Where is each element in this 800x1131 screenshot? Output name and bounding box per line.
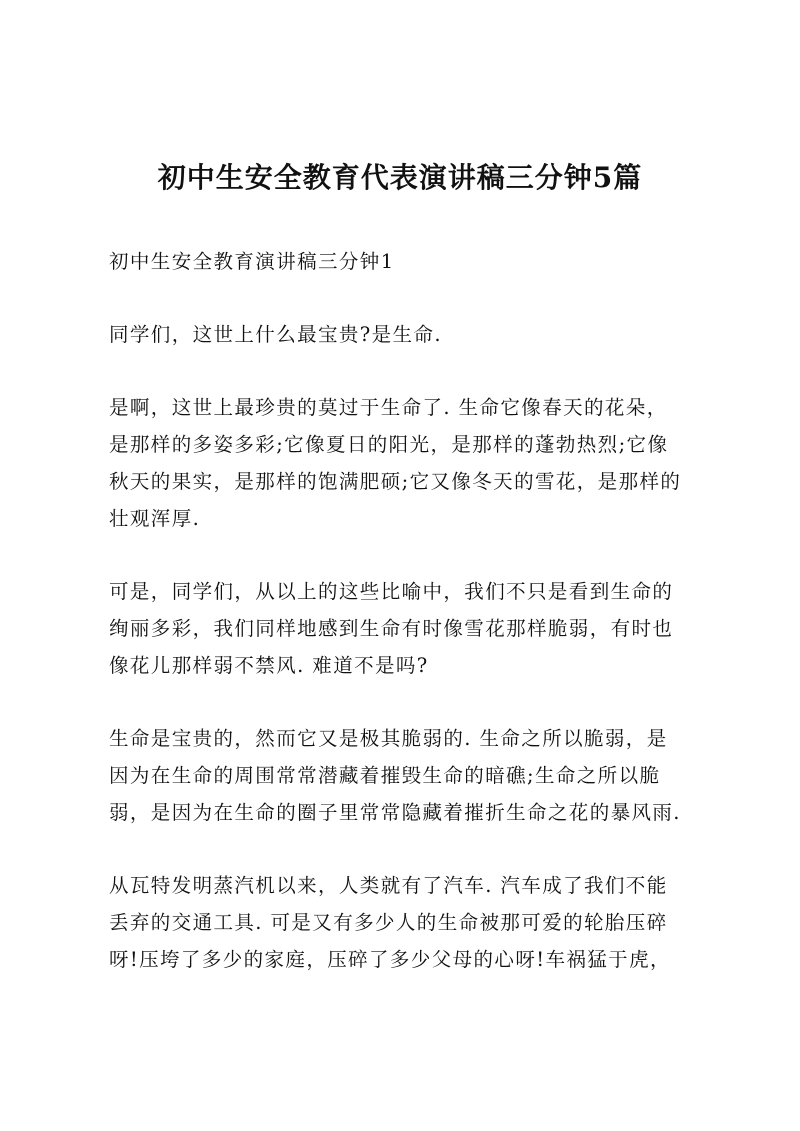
text-line: 可是，同学们，从以上的这些比喻中，我们不只是看到生命的 xyxy=(109,580,674,603)
text-line: 弱，是因为在生命的圈子里常常隐藏着摧折生命之花的暴风雨. xyxy=(109,801,681,824)
paragraph xyxy=(109,316,709,353)
paragraph-subtitle xyxy=(109,243,709,280)
paragraph xyxy=(109,867,709,978)
text-line: 呀!压垮了多少的家庭，压碎了多少父母的心呀!车祸猛于虎， xyxy=(109,948,671,971)
paragraph xyxy=(109,573,709,684)
text-line: 初中生安全教育演讲稿三分钟1 xyxy=(109,250,395,273)
document-title: 初中生安全教育代表演讲稿三分钟5篇 xyxy=(157,161,643,194)
text-line: 因为在生命的周围常常潜藏着摧毁生命的暗礁;生命之所以脆 xyxy=(109,764,661,787)
text-line: 绚丽多彩，我们同样地感到生命有时像雪花那样脆弱，有时也 xyxy=(109,617,674,640)
text-line: 是啊，这世上最珍贵的莫过于生命了. 生命它像春天的花朵， xyxy=(109,396,668,419)
text-line: 壮观浑厚. xyxy=(109,507,201,530)
text-line: 像花儿那样弱不禁风. 难道不是吗? xyxy=(109,654,429,677)
text-line: 是那样的多姿多彩;它像夏日的阳光，是那样的蓬勃热烈;它像 xyxy=(109,433,669,456)
document-body xyxy=(109,243,709,1014)
text-line: 秋天的果实，是那样的饱满肥硕;它又像冬天的雪花，是那样的 xyxy=(109,470,682,493)
text-line: 同学们，这世上什么最宝贵?是生命. xyxy=(109,323,442,346)
paragraph xyxy=(109,389,709,537)
paragraph xyxy=(109,720,709,831)
text-line: 丢弃的交通工具. 可是又有多少人的生命被那可爱的轮胎压碎 xyxy=(109,911,668,934)
text-line: 从瓦特发明蒸汽机以来，人类就有了汽车. 汽车成了我们不能 xyxy=(109,874,668,897)
text-line: 生命是宝贵的，然而它又是极其脆弱的. 生命之所以脆弱，是 xyxy=(109,727,668,750)
